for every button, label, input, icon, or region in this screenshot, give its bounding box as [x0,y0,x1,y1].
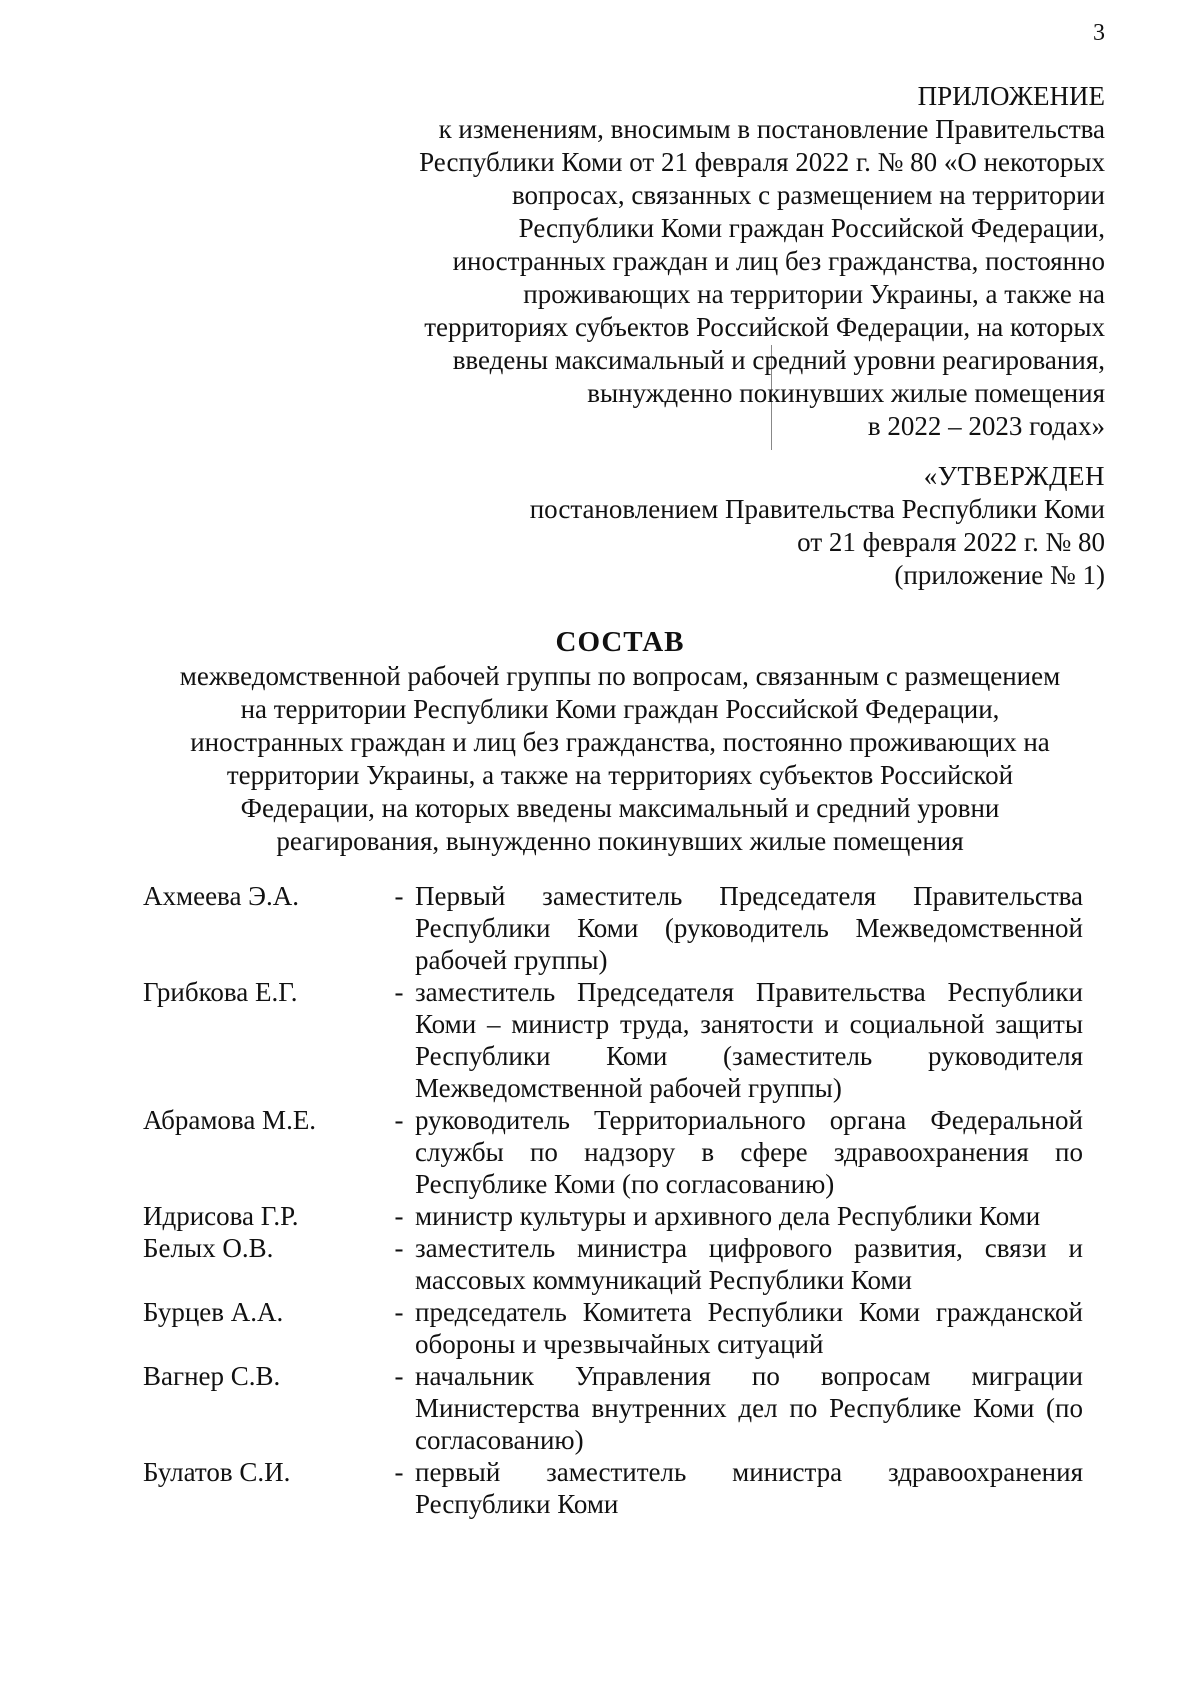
member-dash: - [394,1457,404,1487]
page-number: 3 [1093,20,1105,46]
member-name: Грибкова Е.Г. [143,977,298,1007]
member-role: Первый заместитель Председателя Правительства Республики Коми (руководитель Межведомственной рабочей группы) [415,881,1083,975]
member-row [143,1456,1083,1520]
member-row [143,976,1083,1104]
member-role: министр культуры и архивного дела Республики Коми [415,1201,1041,1231]
approved-line: (приложение № 1) [894,560,1105,590]
appendix-line: иностранных граждан и лиц без гражданства, постоянно [452,246,1105,276]
document-subtitle-line: межведомственной рабочей группы по вопросам, связанным с размещением [179,661,1061,691]
appendix-line: Республики Коми граждан Российской Федерации, [518,213,1105,243]
approval-stamp-text [405,460,1105,592]
member-row [143,1296,1083,1360]
member-dash: - [394,1297,404,1327]
members-list [143,880,1083,1520]
member-dash: - [394,977,404,1007]
member-dash: - [394,1105,404,1135]
member-role: начальник Управления по вопросам миграции Министерства внутренних дел по Республике Коми (по согласованию) [415,1361,1083,1455]
member-name: Булатов С.И. [143,1457,291,1487]
member-row [143,1200,1083,1232]
member-dash: - [394,1361,404,1391]
member-name: Абрамова М.Е. [143,1105,317,1135]
member-dash: - [394,1201,404,1231]
member-role: заместитель министра цифрового развития, связи и массовых коммуникаций Республики Коми [415,1233,1083,1295]
member-name: Белых О.В. [143,1233,274,1263]
member-name: Идрисова Г.Р. [143,1201,299,1231]
appendix-line: Республики Коми от 21 февраля 2022 г. № 80 «О некоторых [419,147,1105,177]
document-subtitle-line: территории Украины, а также на территориях субъектов Российской [226,760,1014,790]
member-row [143,880,1083,976]
appendix-line: проживающих на территории Украины, а также на [523,279,1105,309]
document-title-block [140,624,1100,858]
appendix-line: вопросах, связанных с размещением на территории [511,180,1105,210]
document-title: СОСТАВ [555,626,685,658]
member-dash: - [394,881,404,911]
document-subtitle-line: иностранных граждан и лиц без гражданства, постоянно проживающих на [190,727,1050,757]
member-row [143,1104,1083,1200]
appendix-line: в 2022 – 2023 годах» [867,411,1105,441]
member-name: Ахмеева Э.А. [143,881,300,911]
member-role: первый заместитель министра здравоохранения Республики Коми [415,1457,1083,1519]
member-row [143,1360,1083,1456]
member-dash: - [394,1233,404,1263]
member-name: Бурцев А.А. [143,1297,284,1327]
document-subtitle-line: реагирования, вынужденно покинувших жилые помещения [276,826,964,856]
member-role: заместитель Председателя Правительства Республики Коми – министр труда, занятости и социальной защиты Республики Коми (заместитель руководителя Межведомственной рабочей группы) [415,977,1083,1103]
document-subtitle-line: на территории Республики Коми граждан Российской Федерации, [240,694,1000,724]
approved-title: «УТВЕРЖДЕН [923,461,1105,491]
approved-line: постановлением Правительства Республики Коми [529,494,1105,524]
appendix-line: к изменениям, вносимым в постановление Правительства [438,114,1105,144]
member-row [143,1232,1083,1296]
document-subtitle-line: Федерации, на которых введены максимальный и средний уровни [240,793,1000,823]
approved-line: от 21 февраля 2022 г. № 80 [797,527,1105,557]
member-name: Вагнер С.В. [143,1361,281,1391]
member-role: руководитель Территориального органа Федеральной службы по надзору в сфере здравоохранения по Республике Коми (по согласованию) [415,1105,1083,1199]
appendix-line: введены максимальный и средний уровни реагирования, [452,345,1105,375]
appendix-header [345,80,1105,443]
member-role: председатель Комитета Республики Коми гражданской обороны и чрезвычайных ситуаций [415,1297,1083,1359]
appendix-line: вынужденно покинувших жилые помещения [587,378,1105,408]
appendix-line: территориях субъектов Российской Федерации, на которых [424,312,1105,342]
appendix-title: ПРИЛОЖЕНИЕ [917,81,1105,111]
